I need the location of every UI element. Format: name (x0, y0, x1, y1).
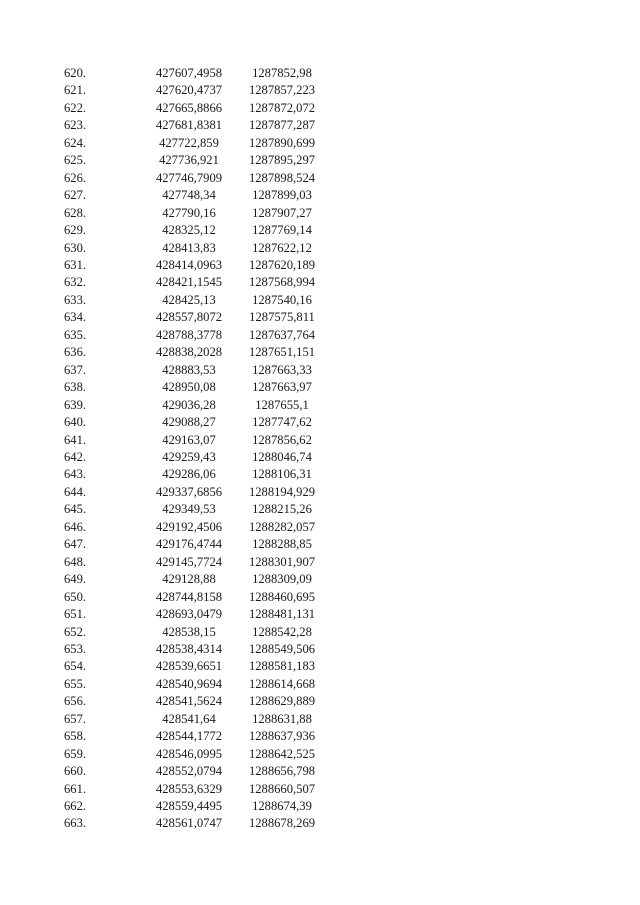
x-coordinate: 429176,4744 (155, 537, 223, 552)
y-coordinate: 1288549,506 (248, 641, 316, 656)
point-number: 653. (64, 641, 87, 656)
point-number: 651. (64, 607, 87, 622)
x-coordinate: 428693,0479 (155, 607, 223, 622)
y-coordinate: 1288046,74 (252, 449, 312, 464)
table-row (64, 466, 330, 483)
table-row (64, 484, 330, 501)
table-row (64, 100, 330, 117)
point-number: 620. (64, 66, 87, 80)
table-row (64, 728, 330, 745)
y-coordinate: 1288631,88 (252, 711, 312, 726)
point-number: 656. (64, 694, 87, 709)
x-coordinate: 429286,06 (162, 467, 216, 482)
table-row (64, 344, 330, 361)
y-coordinate: 1287856,62 (252, 432, 312, 447)
point-number: 659. (64, 746, 87, 761)
x-coordinate: 428559,4495 (155, 799, 223, 814)
table-row (64, 711, 330, 728)
y-coordinate: 1287663,97 (252, 380, 312, 395)
x-coordinate: 427736,921 (159, 153, 219, 168)
y-coordinate: 1288656,798 (248, 764, 316, 779)
y-coordinate: 1287622,12 (252, 240, 312, 255)
table-row (64, 798, 330, 815)
point-number: 663. (64, 816, 87, 831)
y-coordinate: 1287852,98 (252, 66, 312, 80)
point-number: 640. (64, 415, 87, 430)
y-coordinate: 1287857,223 (248, 83, 316, 98)
x-coordinate: 428541,64 (162, 711, 216, 726)
point-number: 647. (64, 537, 87, 552)
y-coordinate: 1287872,072 (248, 100, 316, 115)
table-row (64, 536, 330, 553)
table-row (64, 781, 330, 798)
table-row (64, 274, 330, 291)
table-row (64, 763, 330, 780)
table-row (64, 187, 330, 204)
point-number: 641. (64, 432, 87, 447)
x-coordinate: 428538,15 (162, 624, 216, 639)
x-coordinate: 427748,34 (162, 188, 216, 203)
table-row (64, 571, 330, 588)
x-coordinate: 428552,0794 (155, 764, 223, 779)
point-number: 654. (64, 659, 87, 674)
point-number: 652. (64, 624, 87, 639)
x-coordinate: 428553,6329 (155, 781, 223, 796)
y-coordinate: 1287620,189 (248, 257, 316, 272)
table-row (64, 152, 330, 169)
point-number: 649. (64, 572, 87, 587)
y-coordinate: 1288106,31 (252, 467, 312, 482)
point-number: 633. (64, 292, 87, 307)
y-coordinate: 1287899,03 (252, 188, 312, 203)
y-coordinate: 1287907,27 (252, 205, 312, 220)
table-row (64, 606, 330, 623)
table-row (64, 414, 330, 431)
table-row (64, 362, 330, 379)
x-coordinate: 428540,9694 (155, 676, 223, 691)
point-number: 634. (64, 310, 87, 325)
y-coordinate: 1288542,28 (252, 624, 312, 639)
point-number: 630. (64, 240, 87, 255)
y-coordinate: 1288309,09 (252, 572, 312, 587)
x-coordinate: 427620,4737 (155, 83, 223, 98)
table-row (64, 292, 330, 309)
x-coordinate: 427746,7909 (155, 170, 223, 185)
table-row (64, 449, 330, 466)
y-coordinate: 1288301,907 (248, 554, 316, 569)
point-number: 626. (64, 170, 87, 185)
table-row (64, 554, 330, 571)
table-row (64, 240, 330, 257)
point-number: 632. (64, 275, 87, 290)
y-coordinate: 1287898,524 (248, 170, 316, 185)
x-coordinate: 429349,53 (162, 502, 216, 517)
x-coordinate: 427607,4958 (155, 66, 223, 80)
x-coordinate: 428425,13 (162, 292, 216, 307)
point-number: 625. (64, 153, 87, 168)
x-coordinate: 428561,0747 (155, 816, 223, 831)
table-row (64, 693, 330, 710)
x-coordinate: 429337,6856 (155, 484, 223, 499)
y-coordinate: 1288674,39 (252, 799, 312, 814)
table-row (64, 205, 330, 222)
point-number: 631. (64, 257, 87, 272)
y-coordinate: 1288215,26 (252, 502, 312, 517)
point-number: 661. (64, 781, 87, 796)
x-coordinate: 429163,07 (162, 432, 216, 447)
point-number: 622. (64, 100, 87, 115)
table-row (64, 135, 330, 152)
x-coordinate: 428557,8072 (155, 310, 223, 325)
point-number: 644. (64, 484, 87, 499)
point-number: 621. (64, 83, 87, 98)
point-number: 650. (64, 589, 87, 604)
table-row (64, 624, 330, 641)
x-coordinate: 428325,12 (162, 223, 216, 238)
point-number: 627. (64, 188, 87, 203)
y-coordinate: 1287655,1 (255, 397, 309, 412)
x-coordinate: 429259,43 (162, 449, 216, 464)
x-coordinate: 428950,08 (162, 380, 216, 395)
point-number: 637. (64, 362, 87, 377)
point-number: 638. (64, 380, 87, 395)
x-coordinate: 428414,0963 (155, 257, 223, 272)
y-coordinate: 1287895,297 (248, 153, 316, 168)
table-row (64, 589, 330, 606)
point-number: 636. (64, 345, 87, 360)
point-number: 658. (64, 729, 87, 744)
table-row (64, 676, 330, 693)
y-coordinate: 1288288,85 (252, 537, 312, 552)
table-row (64, 519, 330, 536)
y-coordinate: 1288629,889 (248, 694, 316, 709)
point-number: 646. (64, 519, 87, 534)
point-number: 648. (64, 554, 87, 569)
x-coordinate: 428539,6651 (155, 659, 223, 674)
x-coordinate: 429088,27 (162, 415, 216, 430)
x-coordinate: 427722,859 (159, 135, 219, 150)
table-row (64, 397, 330, 414)
y-coordinate: 1288460,695 (248, 589, 316, 604)
x-coordinate: 429145,7724 (155, 554, 223, 569)
table-row (64, 222, 330, 239)
table-row (64, 257, 330, 274)
table-row (64, 815, 330, 832)
table-row (64, 501, 330, 518)
y-coordinate: 1287540,16 (252, 292, 312, 307)
y-coordinate: 1288637,936 (248, 729, 316, 744)
y-coordinate: 1287637,764 (248, 327, 316, 342)
x-coordinate: 428838,2028 (155, 345, 223, 360)
table-row (64, 658, 330, 675)
table-row (64, 432, 330, 449)
x-coordinate: 429036,28 (162, 397, 216, 412)
point-number: 624. (64, 135, 87, 150)
point-number: 645. (64, 502, 87, 517)
y-coordinate: 1287568,994 (248, 275, 316, 290)
x-coordinate: 428541,5624 (155, 694, 223, 709)
coordinate-table (64, 65, 330, 833)
y-coordinate: 1288678,269 (248, 816, 316, 831)
x-coordinate: 427681,8381 (155, 118, 223, 133)
point-number: 660. (64, 764, 87, 779)
y-coordinate: 1287575,811 (249, 310, 315, 325)
table-row (64, 746, 330, 763)
point-number: 643. (64, 467, 87, 482)
coordinate-table-body (64, 65, 330, 833)
y-coordinate: 1288614,668 (248, 676, 316, 691)
x-coordinate: 428544,1772 (155, 729, 223, 744)
y-coordinate: 1288481,131 (248, 607, 316, 622)
table-row (64, 379, 330, 396)
y-coordinate: 1288642,525 (248, 746, 316, 761)
point-number: 662. (64, 799, 87, 814)
table-row (64, 641, 330, 658)
y-coordinate: 1287890,699 (248, 135, 316, 150)
y-coordinate: 1288581,183 (248, 659, 316, 674)
x-coordinate: 429192,4506 (155, 519, 223, 534)
y-coordinate: 1288282,057 (248, 519, 316, 534)
point-number: 642. (64, 449, 87, 464)
point-number: 628. (64, 205, 87, 220)
y-coordinate: 1288660,507 (248, 781, 316, 796)
table-row (64, 170, 330, 187)
table-row (64, 327, 330, 344)
x-coordinate: 428413,83 (162, 240, 216, 255)
x-coordinate: 428538,4314 (155, 641, 223, 656)
x-coordinate: 428788,3778 (155, 327, 223, 342)
point-number: 655. (64, 676, 87, 691)
table-row (64, 309, 330, 326)
table-row (64, 117, 330, 134)
table-row (64, 82, 330, 99)
y-coordinate: 1287877,287 (248, 118, 316, 133)
point-number: 639. (64, 397, 87, 412)
x-coordinate: 428421,1545 (155, 275, 223, 290)
point-number: 623. (64, 118, 87, 133)
x-coordinate: 427665,8866 (155, 100, 223, 115)
y-coordinate: 1287663,33 (252, 362, 312, 377)
x-coordinate: 427790,16 (162, 205, 216, 220)
point-number: 657. (64, 711, 87, 726)
point-number: 629. (64, 223, 87, 238)
x-coordinate: 428546,0995 (155, 746, 223, 761)
y-coordinate: 1287747,62 (252, 415, 312, 430)
table-row (64, 65, 330, 82)
x-coordinate: 429128,88 (162, 572, 216, 587)
y-coordinate: 1287769,14 (252, 223, 312, 238)
point-number: 635. (64, 327, 87, 342)
y-coordinate: 1287651,151 (248, 345, 316, 360)
x-coordinate: 428883,53 (162, 362, 216, 377)
x-coordinate: 428744,8158 (155, 589, 223, 604)
y-coordinate: 1288194,929 (248, 484, 316, 499)
